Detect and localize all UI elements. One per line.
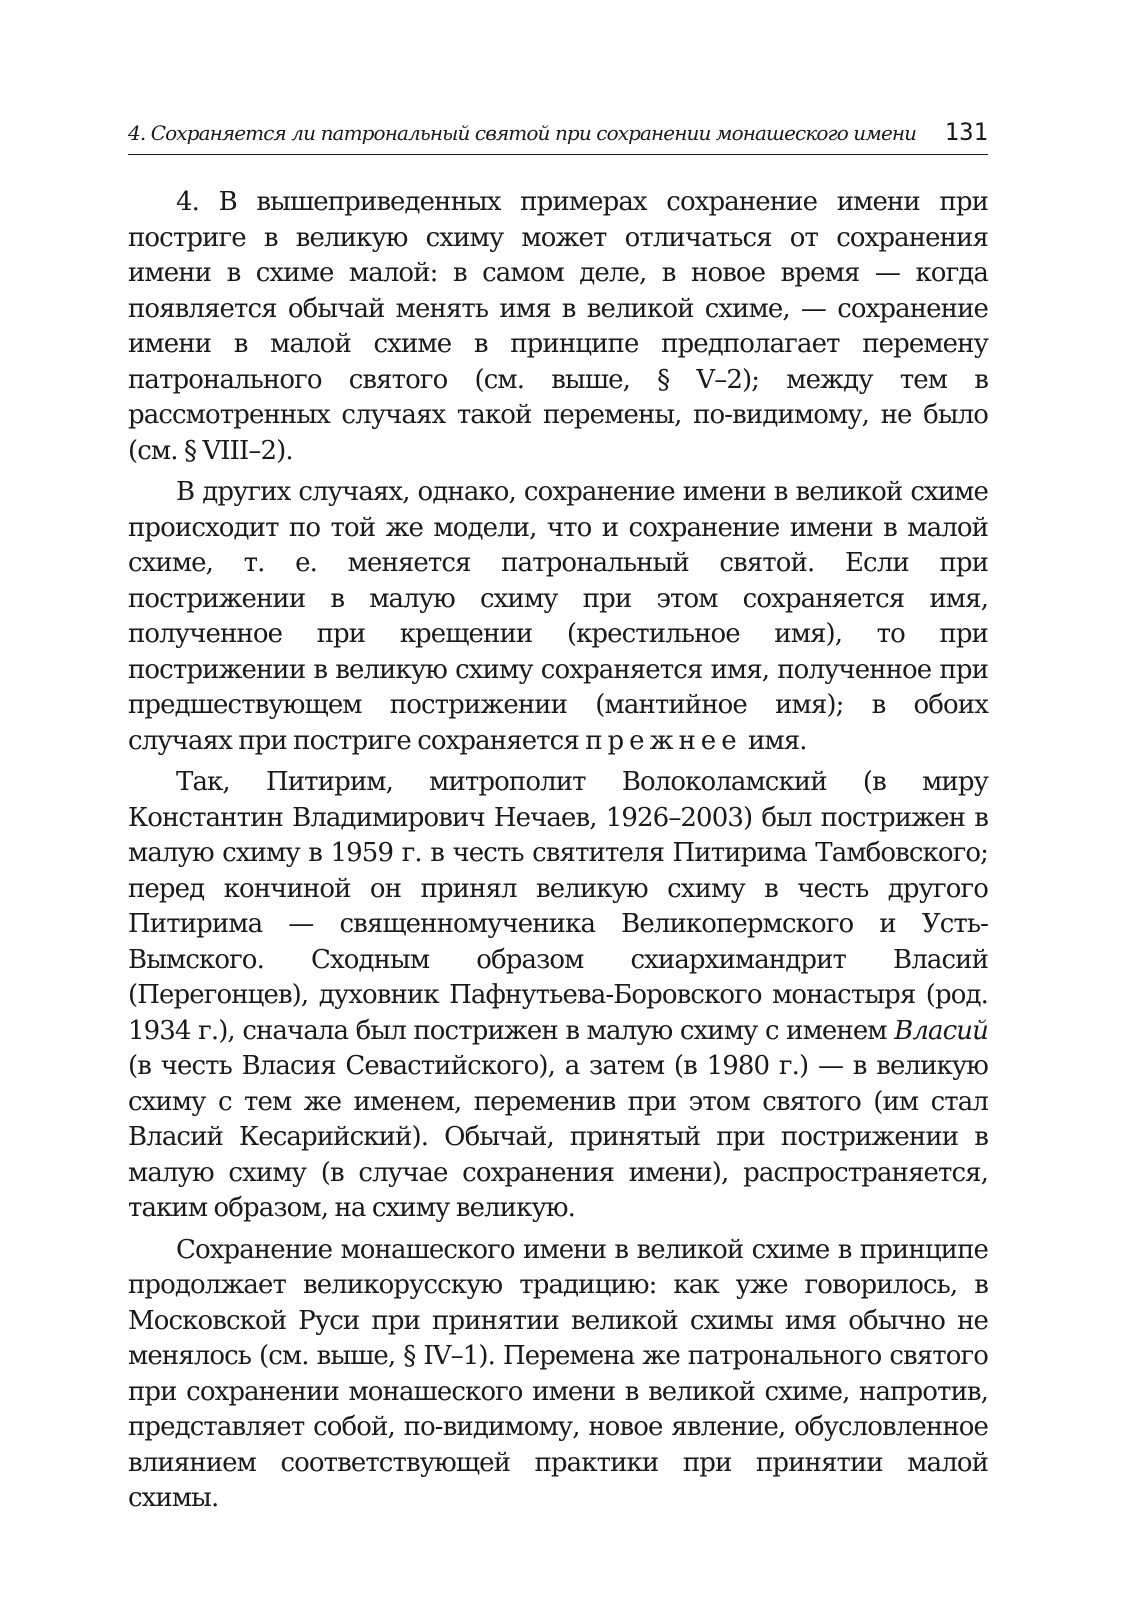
paragraph (128, 475, 988, 759)
paragraph-text: В других случаях, однако, сохранение имени в великой схиме происходит по той же модели, что и сохранение имени в малой схиме, т. е. меняется патрональный святой. Если при пострижении в малую схиму при этом сохраняется имя, полученное при крещении (крестильное имя), то при пострижении в великую схиму сохраняется имя, полученное при предшествующем пострижении (мантийное имя); в обоих случаях при постриге сохраняется (128, 477, 988, 756)
italic-name: Власий (894, 1015, 988, 1046)
page-number: 131 (944, 118, 988, 146)
paragraph-text: Так, Питирим, митрополит Волоколамский (в миру Константин Владимирович Нечаев, 1926–2003) был пострижен в малую схиму в 1959 г. в честь святителя Питирима Тамбовского; перед кончиной он принял великую схиму в честь другого Питирима — священномученика Великопермского и Усть-Вымского. Сходным образом схиархимандрит Власий (Перегонцев), духовник Пафнутьева-Боровского монастыря (род. 1934 г.), сначала был пострижен в малую схиму с именем (128, 767, 988, 1046)
running-title: 4. Сохраняется ли патрональный святой при сохранении монашеского имени (128, 121, 917, 145)
emphasis-spaced-word: прежнее (585, 725, 742, 756)
paragraph (128, 765, 988, 1227)
body-text (128, 185, 988, 1517)
book-page (128, 118, 988, 1517)
paragraph-text: имя. (741, 725, 807, 756)
running-header (128, 118, 988, 155)
paragraph: 4. В вышеприведенных примерах сохранение имени при постриге в великую схиму может отличаться от сохранения имени в схиме малой: в самом деле, в новое время — когда появляется обычай менять имя в великой схиме, — сохранение имени в малой схиме в принципе предполагает перемену патронального святого (см. выше, § V–2); между тем в рассмотренных случаях такой перемены, по-видимому, не было (см. § VIII–2). (128, 187, 988, 466)
paragraph: Сохранение монашеского имени в великой схиме в принципе продолжает великорусскую традицию: как уже говорилось, в Московской Руси при принятии великой схимы имя обычно не менялось (см. выше, § IV–1). Перемена же патронального святого при сохранении монашеского имени в великой схиме, напротив, представляет собой, по-видимому, новое явление, обусловленное влиянием соответствующей практики при принятии малой схимы. (128, 1234, 988, 1513)
paragraph-text: (в честь Власия Севастийского), а затем (в 1980 г.) — в великую схиму с тем же именем, переменив при этом святого (им стал Власий Кесарийский). Обычай, принятый при пострижении в малую схиму (в случае сохранения имени), распространяется, таким образом, на схиму великую. (128, 1051, 988, 1223)
